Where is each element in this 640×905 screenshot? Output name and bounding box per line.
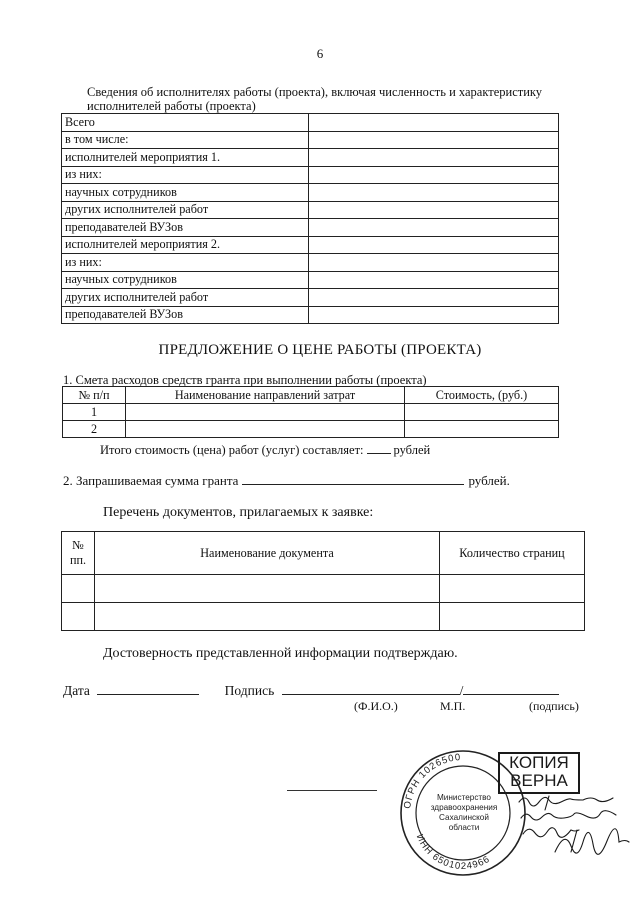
column-header-cost-item: Наименование направлений затрат bbox=[126, 387, 405, 404]
table-row bbox=[62, 306, 559, 324]
value-cell bbox=[309, 114, 559, 132]
row-label: научных сотрудников bbox=[62, 271, 309, 289]
value-cell bbox=[309, 166, 559, 184]
total-blank bbox=[367, 442, 391, 454]
svg-text:ИНН 6501024966 bbox=[414, 833, 493, 872]
table-row bbox=[62, 236, 559, 254]
signature-label: Подпись bbox=[224, 683, 275, 698]
signature-separator: / bbox=[459, 683, 464, 698]
cost-cell bbox=[405, 404, 559, 421]
column-header-number bbox=[62, 532, 95, 575]
total-prefix: Итого стоимость (цена) работ (услуг) составляет: bbox=[100, 443, 364, 457]
stamp-ring-top: ОГРН 1026500 bbox=[402, 751, 462, 810]
table-row bbox=[62, 575, 585, 603]
cell bbox=[440, 603, 585, 631]
cell bbox=[95, 603, 440, 631]
table-row bbox=[62, 603, 585, 631]
table-row bbox=[62, 131, 559, 149]
value-cell bbox=[309, 149, 559, 167]
handwritten-signature bbox=[515, 790, 640, 865]
date-label: Дата bbox=[63, 683, 90, 698]
row-label: других исполнителей работ bbox=[62, 289, 309, 307]
estimate-heading: 1. Смета расходов средств гранта при выполнении работы (проекта) bbox=[63, 373, 427, 387]
cell bbox=[62, 575, 95, 603]
column-header-cost: Стоимость, (руб.) bbox=[405, 387, 559, 404]
value-cell bbox=[309, 289, 559, 307]
table-row bbox=[63, 421, 559, 438]
row-label: из них: bbox=[62, 254, 309, 272]
row-number: 1 bbox=[63, 404, 126, 421]
table-row bbox=[62, 289, 559, 307]
value-cell bbox=[309, 271, 559, 289]
price-section-title: ПРЕДЛОЖЕНИЕ О ЦЕНЕ РАБОТЫ (ПРОЕКТА) bbox=[158, 342, 482, 358]
intro-text bbox=[87, 85, 577, 113]
value-cell bbox=[309, 254, 559, 272]
stamp-center-line-2: здравоохранения bbox=[430, 803, 498, 812]
row-number: 2 bbox=[63, 421, 126, 438]
value-cell bbox=[309, 306, 559, 324]
row-label: других исполнителей работ bbox=[62, 201, 309, 219]
table-row bbox=[62, 201, 559, 219]
signature-caption: (подпись) bbox=[529, 699, 579, 713]
estimate-total bbox=[100, 442, 430, 458]
documents-table bbox=[61, 531, 585, 631]
confirmation-text: Достоверность представленной информации подтверждаю. bbox=[103, 646, 458, 661]
row-label: исполнителей мероприятия 1. bbox=[62, 149, 309, 167]
copy-stamp-line-2: ВЕРНА bbox=[510, 771, 568, 790]
cost-item-cell bbox=[126, 421, 405, 438]
grant-suffix: рублей. bbox=[468, 473, 510, 488]
stamp-ring-bottom: ИНН 6501024966 bbox=[413, 832, 493, 873]
intro-line-1: Сведения об исполнителях работы (проекта), включая численность и характеристику bbox=[87, 85, 543, 99]
table-row bbox=[62, 271, 559, 289]
copy-stamp-line-1: КОПИЯ bbox=[509, 753, 569, 772]
cell bbox=[440, 575, 585, 603]
estimate-table bbox=[62, 386, 559, 438]
number-header-line-2: пп. bbox=[69, 553, 87, 567]
value-cell bbox=[309, 184, 559, 202]
signature-blank bbox=[463, 681, 559, 695]
table-header-row bbox=[62, 532, 585, 575]
grant-prefix: 2. Запрашиваемая сумма гранта bbox=[63, 473, 239, 488]
row-label: из них: bbox=[62, 166, 309, 184]
documents-heading: Перечень документов, прилагаемых к заявке: bbox=[103, 505, 374, 520]
stamp-center-line-1: Министерство bbox=[436, 793, 492, 802]
row-label: исполнителей мероприятия 2. bbox=[62, 236, 309, 254]
grant-amount-line bbox=[63, 472, 510, 489]
signature-line bbox=[63, 681, 583, 699]
bottom-rule bbox=[287, 790, 377, 791]
stamp-center-line-3: Сахалинской bbox=[439, 813, 489, 822]
table-row bbox=[63, 404, 559, 421]
table-row bbox=[62, 149, 559, 167]
name-blank bbox=[282, 681, 460, 695]
value-cell bbox=[309, 219, 559, 237]
column-header-number: № п/п bbox=[63, 387, 126, 404]
number-header-line-1: № bbox=[72, 538, 84, 552]
mp-caption: М.П. bbox=[440, 699, 466, 713]
cell bbox=[62, 603, 95, 631]
row-label: Всего bbox=[62, 114, 309, 132]
column-header-document-name: Наименование документа bbox=[95, 532, 440, 575]
table-row bbox=[62, 219, 559, 237]
fio-caption: (Ф.И.О.) bbox=[354, 699, 398, 713]
stamp-center-line-4: области bbox=[448, 823, 480, 832]
table-row bbox=[62, 184, 559, 202]
table-row bbox=[62, 254, 559, 272]
copy-certified-stamp bbox=[498, 752, 580, 794]
table-header-row bbox=[63, 387, 559, 404]
grant-blank bbox=[242, 472, 464, 485]
cost-cell bbox=[405, 421, 559, 438]
page-number: 6 bbox=[316, 46, 324, 61]
table-row bbox=[62, 166, 559, 184]
total-suffix: рублей bbox=[393, 443, 431, 457]
value-cell bbox=[309, 236, 559, 254]
row-label: преподавателей ВУЗов bbox=[62, 219, 309, 237]
row-label: преподавателей ВУЗов bbox=[62, 306, 309, 324]
cost-item-cell bbox=[126, 404, 405, 421]
table-row bbox=[62, 114, 559, 132]
intro-line-2: исполнителей работы (проекта) bbox=[87, 99, 256, 113]
value-cell bbox=[309, 201, 559, 219]
row-label: научных сотрудников bbox=[62, 184, 309, 202]
column-header-page-count: Количество страниц bbox=[440, 532, 585, 575]
cell bbox=[95, 575, 440, 603]
value-cell bbox=[309, 131, 559, 149]
personnel-table bbox=[61, 113, 559, 324]
date-blank bbox=[97, 681, 199, 695]
row-label: в том числе: bbox=[62, 131, 309, 149]
